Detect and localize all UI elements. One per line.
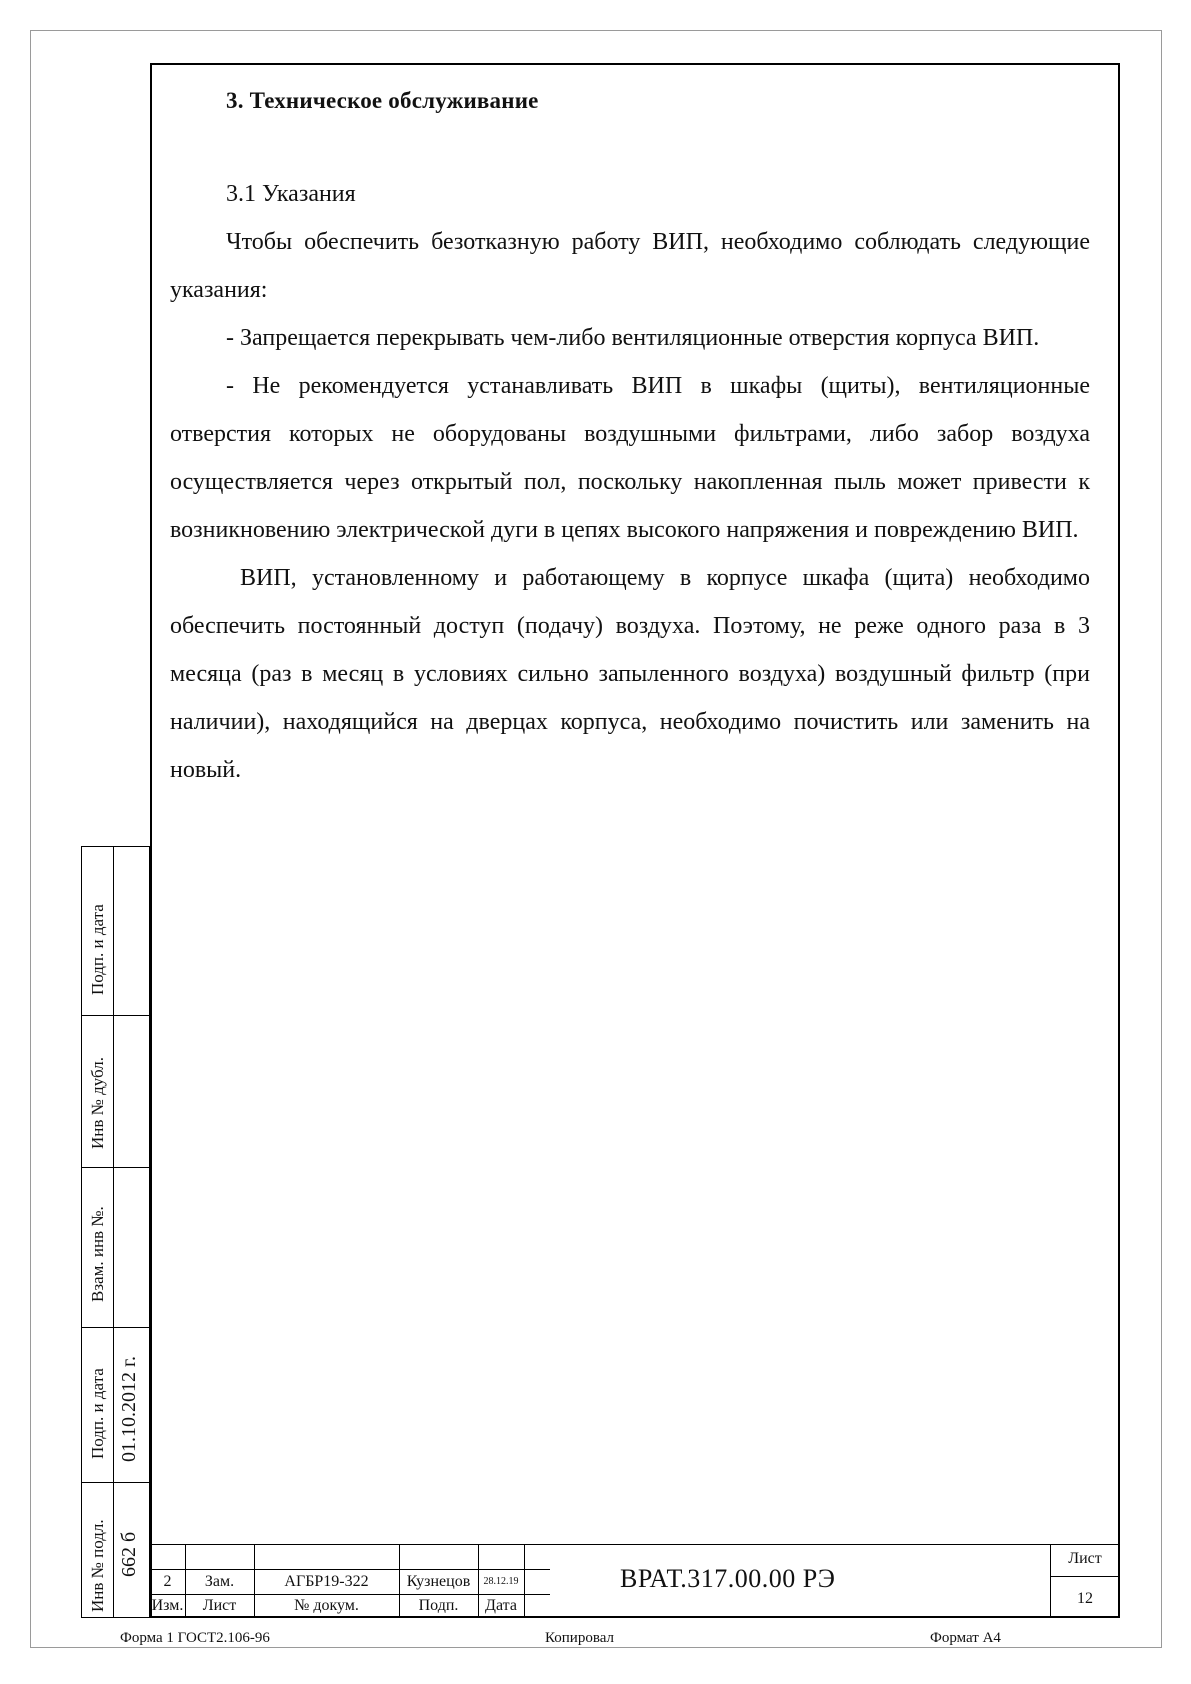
- sheet-number: 12: [1077, 1590, 1093, 1607]
- label-inv-podl: Инв № подл.: [88, 1519, 107, 1612]
- paragraph-2: - Запрещается перекрывать чем-либо вентиляционные отверстия корпуса ВИП.: [226, 325, 1040, 351]
- label-inv-dubl: Инв № дубл.: [88, 1056, 107, 1149]
- header-izm: Изм.: [151, 1597, 184, 1614]
- side-stamp-row-line: [82, 1482, 149, 1483]
- header-doc-number: № докум.: [294, 1597, 359, 1614]
- stamp-inv-value: 662 б: [118, 1531, 140, 1577]
- sheet-label: Лист: [1068, 1550, 1102, 1567]
- document-code: ВРАТ.317.00.00 РЭ: [620, 1564, 836, 1593]
- izm-value: 2: [163, 1573, 172, 1590]
- side-stamp: [81, 846, 150, 1618]
- side-stamp-row-line: [82, 1167, 149, 1168]
- tb-line: [150, 1544, 1120, 1545]
- label-sign-date-1: Подп. и дата: [88, 904, 107, 995]
- paragraph-3: - Не рекомендуется устанавливать ВИП в шкафы (щиты), вентиляционные отверстия которых не оборудованы воздушными фильтрами, либо забор воздуха осуществляется через открытый пол, поскольку накопленная пыль может привести к возникновению электрической дуги в цепях высокого напряжения и повреждению ВИП.: [170, 373, 1090, 543]
- footer-form: Форма 1 ГОСТ2.106-96: [120, 1630, 270, 1646]
- list-value: Зам.: [204, 1573, 235, 1590]
- label-sign-date-2: Подп. и дата: [88, 1368, 107, 1459]
- title-block: [150, 1544, 1120, 1618]
- subsection-heading: 3.1 Указания: [226, 181, 356, 207]
- doc-number-value: АГБР19-322: [284, 1573, 369, 1590]
- paragraph-1: Чтобы обеспечить безотказную работу ВИП, необходимо соблюдать следующие указания:: [170, 229, 1090, 303]
- header-sign: Подп.: [418, 1597, 459, 1614]
- label-vzam-inv: Взам. инв №.: [88, 1206, 107, 1302]
- footer-format: Формат А4: [930, 1630, 1001, 1646]
- side-stamp-divider: [113, 847, 114, 1617]
- tb-line: [150, 1569, 550, 1570]
- tb-line: [1050, 1576, 1120, 1577]
- tb-line: [524, 1544, 525, 1618]
- section-heading: 3. Техническое обслуживание: [226, 88, 539, 113]
- footer-copied: Копировал: [545, 1630, 614, 1646]
- header-date: Дата: [485, 1597, 517, 1614]
- side-stamp-row-line: [82, 1015, 149, 1016]
- paragraph-4: ВИП, установленному и работающему в корпусе шкафа (щита) необходимо обеспечить постоянный доступ (подачу) воздуха. Поэтому, не реже одного раза в 3 месяца (раз в месяц в условиях сильно запыленного воздуха) воздушный фильтр (при наличии), находящийся на дверцах корпуса, необходимо почистить или заменить на новый.: [170, 565, 1090, 783]
- sign-date-value: 28.12.19: [483, 1576, 519, 1587]
- document-body: [170, 88, 1090, 794]
- side-stamp-row-line: [82, 1327, 149, 1328]
- stamp-date-value: 01.10.2012 г.: [118, 1356, 140, 1462]
- signer-value: Кузнецов: [406, 1573, 471, 1590]
- header-list: Лист: [202, 1597, 237, 1614]
